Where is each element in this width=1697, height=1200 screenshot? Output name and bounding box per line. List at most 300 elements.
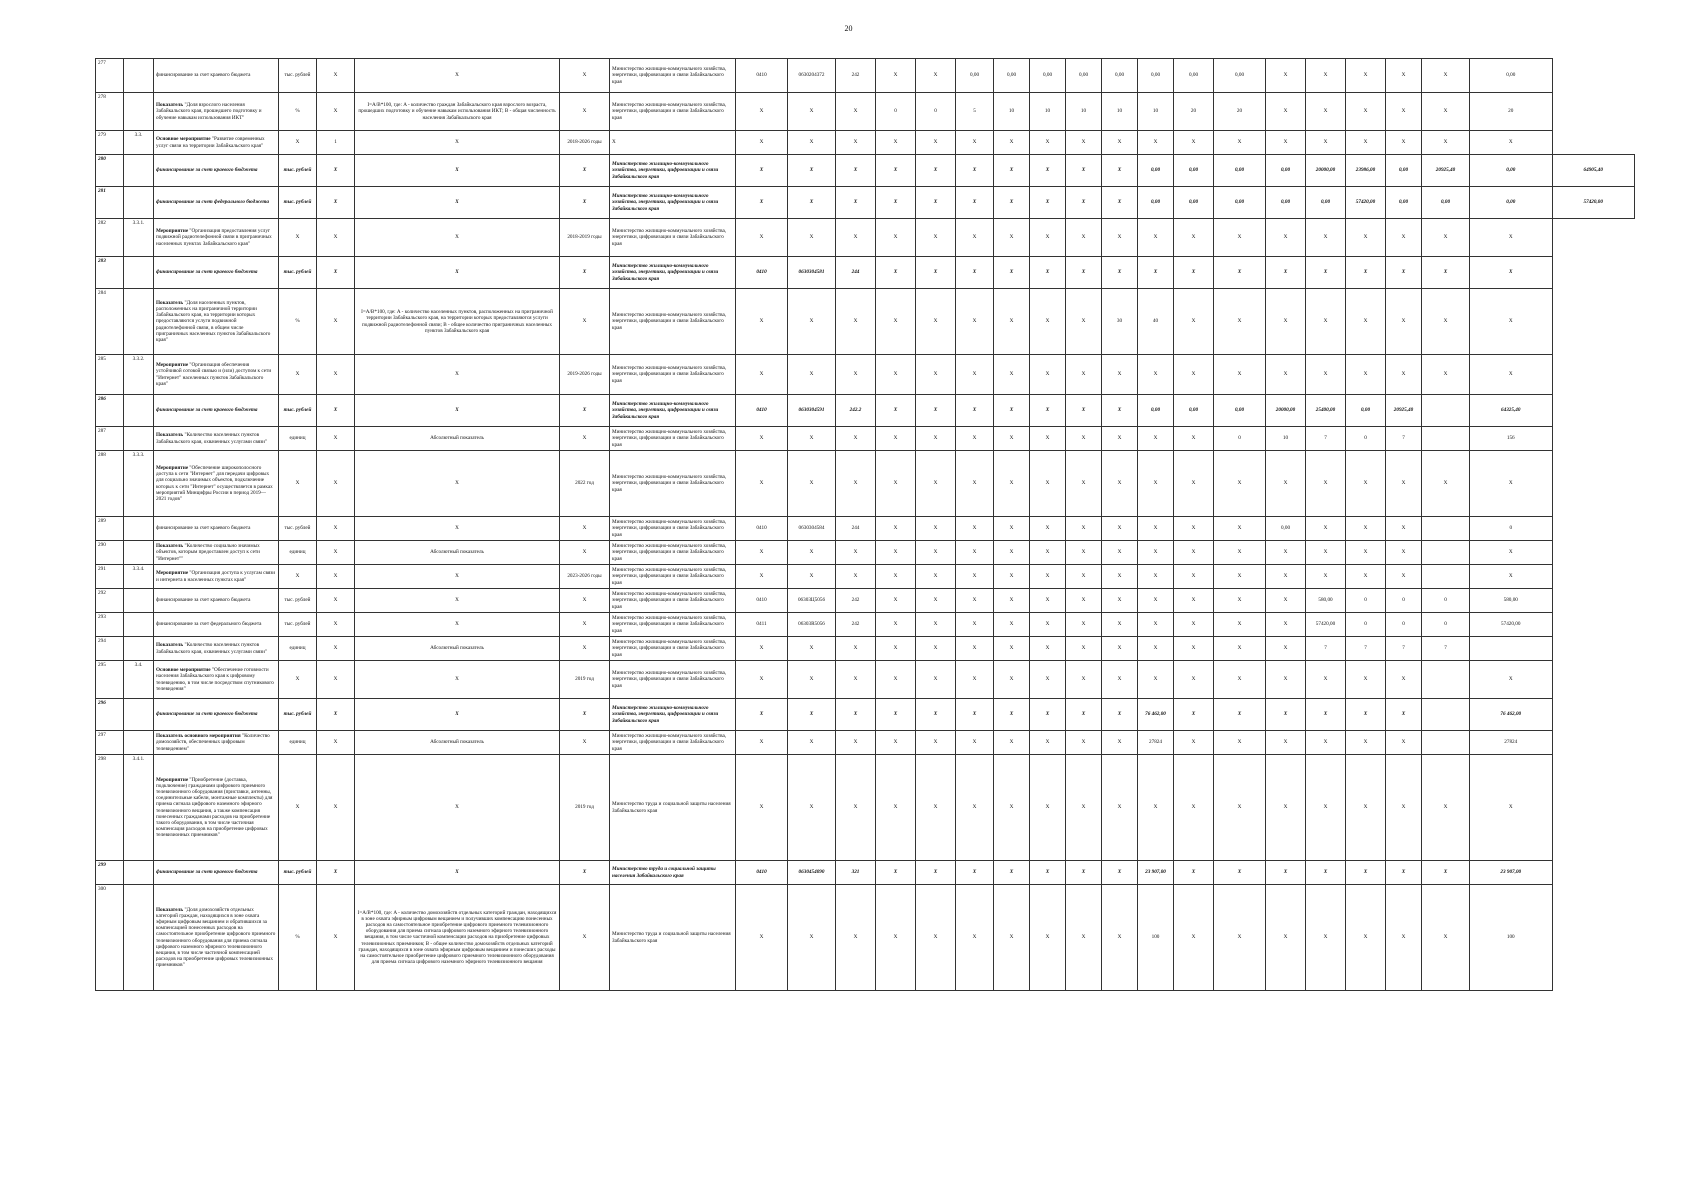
value-cell: X	[1470, 131, 1553, 155]
value-cell: X	[788, 565, 836, 589]
value-cell: 06303Ц5056	[788, 589, 836, 613]
value-cell: X	[1066, 755, 1102, 861]
value-cell: X	[1174, 885, 1214, 991]
item-name-text: "Обеспечение широкополосного доступа к сети "Интернет" для передачи цифровых для социально значимых объектов, подключение которых к сети "Интернет" осуществляется в рамках мероприятий Минцифры России в период 2019—2021 годов"	[156, 465, 273, 502]
value-cell: X	[1102, 427, 1138, 451]
weight-cell: X	[317, 731, 355, 755]
section-number-cell	[124, 589, 154, 613]
value-cell: X	[836, 187, 876, 219]
responsible-org-cell: Министерство жилищно-коммунального хозяйства, энергетики, цифровизации и связи Забайкальского края	[610, 395, 736, 427]
formula-cell: X	[355, 699, 560, 731]
value-cell: X	[788, 93, 836, 131]
value-cell: X	[1214, 731, 1266, 755]
value-cell: X	[916, 155, 956, 187]
section-number-cell	[124, 59, 154, 93]
value-cell: X	[916, 885, 956, 991]
value-cell: X	[736, 93, 788, 131]
table-row	[96, 451, 1635, 517]
value-cell: X	[1346, 131, 1386, 155]
value-cell: 20000,00	[1266, 395, 1306, 427]
value-cell: 0,00	[1386, 155, 1422, 187]
value-cell: 0,00	[1214, 395, 1266, 427]
table-row	[96, 637, 1635, 661]
value-cell: 0,00	[1174, 155, 1214, 187]
period-cell: 2023-2026 годы	[560, 565, 610, 589]
row-number-cell: 297	[96, 731, 124, 755]
value-cell: X	[1346, 59, 1386, 93]
value-cell: X	[1214, 885, 1266, 991]
value-cell: X	[1138, 451, 1174, 517]
value-cell: 7	[1306, 427, 1346, 451]
value-cell: X	[1266, 637, 1306, 661]
value-cell: X	[1470, 451, 1553, 517]
value-cell: X	[1174, 861, 1214, 885]
item-name-text: финансирование за счет краевого бюджета	[156, 269, 258, 276]
unit-cell: X	[279, 355, 317, 395]
value-cell: X	[876, 395, 916, 427]
value-cell: 20925,40	[1386, 395, 1422, 427]
value-cell: 0,00	[1030, 59, 1066, 93]
value-cell: X	[1306, 517, 1346, 541]
value-cell: X	[736, 541, 788, 565]
formula-cell: Абсолютный показатель	[355, 541, 560, 565]
value-cell: X	[994, 541, 1030, 565]
value-cell: X	[1306, 731, 1346, 755]
value-cell: 20	[1214, 93, 1266, 131]
value-cell: 0	[1386, 589, 1422, 613]
table-row	[96, 541, 1635, 565]
value-cell: X	[736, 731, 788, 755]
value-cell: X	[1346, 93, 1386, 131]
item-name-text: финансирование за счет федерального бюджета	[156, 199, 269, 206]
value-cell: X	[1266, 93, 1306, 131]
value-cell: X	[956, 731, 994, 755]
unit-cell: тыс. рублей	[279, 257, 317, 289]
value-cell: 20	[1470, 93, 1553, 131]
weight-cell: X	[317, 755, 355, 861]
value-cell: 0	[1470, 517, 1553, 541]
responsible-org-cell: Министерство жилищно-коммунального хозяйства, энергетики, цифровизации и связи Забайкальского края	[610, 93, 736, 131]
value-cell: X	[1266, 219, 1306, 257]
item-name-text: "Количество социально значимых объектов, которым предоставлен доступ к сети "Интернет""	[156, 543, 260, 562]
value-cell: X	[1102, 451, 1138, 517]
value-cell: 0,00	[1470, 155, 1553, 187]
table-row	[96, 289, 1635, 355]
value-cell: X	[916, 219, 956, 257]
section-number-cell	[124, 517, 154, 541]
period-cell: 2019-2026 годы	[560, 355, 610, 395]
value-cell: X	[1470, 219, 1553, 257]
value-cell: X	[1030, 861, 1066, 885]
unit-cell: тыс. рублей	[279, 155, 317, 187]
value-cell: X	[1030, 219, 1066, 257]
item-name-text: "Обеспечение готовности населения Забайкальского края к цифровому телевидению, в том числе посредством спутникового телевидения"	[156, 667, 274, 692]
value-cell: X	[916, 427, 956, 451]
value-cell: 0,00	[994, 59, 1030, 93]
value-cell: X	[1174, 755, 1214, 861]
value-cell: X	[1138, 661, 1174, 699]
unit-cell: тыс. рублей	[279, 517, 317, 541]
responsible-org-cell: Министерство труда и социальной защиты населения Забайкальского края	[610, 755, 736, 861]
weight-cell: X	[317, 661, 355, 699]
value-cell: X	[1386, 451, 1422, 517]
value-cell: X	[916, 187, 956, 219]
item-name-cell	[154, 589, 279, 613]
item-type-label: Мероприятие	[156, 777, 189, 784]
value-cell	[1422, 565, 1470, 589]
value-cell: X	[1214, 699, 1266, 731]
value-cell: X	[1066, 451, 1102, 517]
value-cell: 57420,00	[1346, 187, 1386, 219]
value-cell: 40	[1138, 289, 1174, 355]
value-cell: 0,00	[1138, 187, 1174, 219]
value-cell: 7	[1386, 427, 1422, 451]
value-cell: X	[1066, 637, 1102, 661]
value-cell: X	[876, 289, 916, 355]
formula-cell: I=A/B*100, где: A - количество домохозяйств отдельных категорий граждан, находящихся в зоне охвата эфирным цифровым вещанием и получивших компенсацию понесенных расходов на самостоятельное приобретение цифрового приемного телевизионного оборудования для приема сигнала цифрового наземного эфирного телевизионного вещания, в том числе частичной компенсации расходов на приобретение цифровых телевизионных приемников; B - общее количество домохозяйств отдельных категорий граждан, находящихся в зоне охвата эфирным цифровым вещанием и понесших расходы на самостоятельное приобретение цифрового приемного телевизионного оборудования для приема сигнала цифрового наземного эфирного телевизионного вещания	[355, 885, 560, 991]
value-cell: X	[736, 885, 788, 991]
value-cell: 0	[916, 93, 956, 131]
value-cell: 0410	[736, 395, 788, 427]
value-cell: X	[736, 355, 788, 395]
value-cell: X	[1470, 257, 1553, 289]
row-number-cell: 291	[96, 565, 124, 589]
formula-cell: X	[355, 589, 560, 613]
value-cell: X	[836, 155, 876, 187]
weight-cell: X	[317, 427, 355, 451]
value-cell: X	[876, 59, 916, 93]
period-cell: X	[560, 613, 610, 637]
row-number-cell: 296	[96, 699, 124, 731]
item-name-text: финансирование за счет краевого бюджета	[156, 711, 258, 718]
value-cell: X	[1214, 861, 1266, 885]
value-cell: X	[1386, 219, 1422, 257]
unit-cell: тыс. рублей	[279, 589, 317, 613]
value-cell: X	[836, 637, 876, 661]
value-cell: X	[736, 699, 788, 731]
value-cell: X	[1174, 517, 1214, 541]
value-cell: X	[876, 755, 916, 861]
table-row	[96, 755, 1635, 861]
value-cell: X	[1386, 861, 1422, 885]
table-row	[96, 395, 1635, 427]
weight-cell: X	[317, 395, 355, 427]
value-cell: 0,00	[1346, 395, 1386, 427]
table-row	[96, 219, 1635, 257]
value-cell: 0630304581	[788, 257, 836, 289]
value-cell: 0,00	[1266, 155, 1306, 187]
item-name-text: "Организация предоставления услуг подвижной радиотелефонной связи в приграничных населенных пунктах Забайкальского края"	[156, 228, 272, 247]
value-cell: X	[1174, 131, 1214, 155]
value-cell: X	[956, 661, 994, 699]
value-cell: X	[736, 661, 788, 699]
value-cell: 0410	[736, 589, 788, 613]
value-cell: X	[1066, 699, 1102, 731]
item-name-cell	[154, 155, 279, 187]
item-name-cell	[154, 517, 279, 541]
value-cell: X	[1306, 219, 1346, 257]
value-cell: 27824	[1470, 731, 1553, 755]
value-cell: 64905,40	[1552, 155, 1635, 187]
item-type-label: Мероприятие	[156, 362, 189, 369]
formula-cell: X	[355, 219, 560, 257]
formula-cell: Абсолютный показатель	[355, 427, 560, 451]
section-number-cell: 3.3.	[124, 131, 154, 155]
section-number-cell	[124, 155, 154, 187]
program-table	[95, 58, 1635, 991]
value-cell: 0630304591	[788, 395, 836, 427]
value-cell: X	[956, 541, 994, 565]
value-cell: 580,00	[1306, 589, 1346, 613]
value-cell: X	[1386, 355, 1422, 395]
value-cell: 0410	[736, 517, 788, 541]
item-name-cell	[154, 637, 279, 661]
section-number-cell	[124, 731, 154, 755]
value-cell: 5	[956, 93, 994, 131]
value-cell: X	[1306, 289, 1346, 355]
value-cell: X	[994, 637, 1030, 661]
value-cell: X	[1174, 731, 1214, 755]
formula-cell: X	[355, 451, 560, 517]
row-number-cell: 282	[96, 219, 124, 257]
value-cell: X	[956, 565, 994, 589]
value-cell: X	[876, 861, 916, 885]
value-cell: X	[1306, 565, 1346, 589]
value-cell: 0,00	[1174, 187, 1214, 219]
value-cell: X	[1030, 355, 1066, 395]
value-cell: X	[1138, 755, 1174, 861]
value-cell: X	[1214, 755, 1266, 861]
value-cell: 76 462,00	[1470, 699, 1553, 731]
item-name-cell	[154, 613, 279, 637]
weight-cell: X	[317, 355, 355, 395]
formula-cell: I=A/B*100, где: A - количество граждан Забайкальского края взрослого возраста, прошедших подготовку и обучение навыкам использования ИКТ; B - общая численность населения Забайкальского края	[355, 93, 560, 131]
period-cell: X	[560, 257, 610, 289]
table-row	[96, 355, 1635, 395]
value-cell: X	[1470, 755, 1553, 861]
value-cell: 242	[836, 613, 876, 637]
period-cell: X	[560, 731, 610, 755]
period-cell: 2018-2019 годы	[560, 219, 610, 257]
value-cell: X	[994, 885, 1030, 991]
row-number-cell: 290	[96, 541, 124, 565]
item-type-label: Показатель	[156, 642, 184, 649]
value-cell: X	[876, 565, 916, 589]
value-cell: X	[736, 565, 788, 589]
value-cell: X	[956, 427, 994, 451]
row-number-cell: 279	[96, 131, 124, 155]
unit-cell: X	[279, 451, 317, 517]
item-name-text: финансирование за счет краевого бюджета	[156, 407, 258, 414]
item-type-label: Мероприятие	[156, 570, 189, 577]
value-cell: X	[994, 661, 1030, 699]
value-cell: 0	[1346, 613, 1386, 637]
value-cell: 10	[1102, 93, 1138, 131]
responsible-org-cell: Министерство жилищно-коммунального хозяйства, энергетики, цифровизации и связи Забайкальского края	[610, 661, 736, 699]
value-cell: 20925,40	[1422, 155, 1470, 187]
value-cell: X	[836, 541, 876, 565]
section-number-cell	[124, 541, 154, 565]
value-cell: X	[1386, 755, 1422, 861]
value-cell: X	[1470, 355, 1553, 395]
value-cell: 57420,00	[1470, 613, 1553, 637]
section-number-cell	[124, 699, 154, 731]
value-cell: X	[1214, 131, 1266, 155]
value-cell: 0,00	[1174, 59, 1214, 93]
value-cell: X	[1066, 289, 1102, 355]
value-cell: X	[1386, 257, 1422, 289]
item-type-label: Показатель основного мероприятия	[156, 733, 241, 740]
value-cell: X	[1030, 289, 1066, 355]
value-cell: X	[1066, 613, 1102, 637]
value-cell: X	[1066, 517, 1102, 541]
weight-cell: X	[317, 187, 355, 219]
value-cell: 7	[1346, 637, 1386, 661]
value-cell: X	[1422, 93, 1470, 131]
value-cell: X	[1346, 219, 1386, 257]
value-cell: 7	[1306, 637, 1346, 661]
value-cell: X	[1422, 219, 1470, 257]
item-name-cell	[154, 565, 279, 589]
weight-cell: X	[317, 517, 355, 541]
row-number-cell: 287	[96, 427, 124, 451]
value-cell: X	[1030, 451, 1066, 517]
item-name-cell	[154, 395, 279, 427]
unit-cell: %	[279, 289, 317, 355]
value-cell: X	[1214, 451, 1266, 517]
page-number: 20	[844, 24, 853, 33]
value-cell: 0,00	[1470, 187, 1553, 219]
value-cell: X	[1030, 155, 1066, 187]
item-name-cell	[154, 219, 279, 257]
row-number-cell: 281	[96, 187, 124, 219]
value-cell: X	[876, 589, 916, 613]
value-cell: X	[1346, 517, 1386, 541]
value-cell: X	[1102, 219, 1138, 257]
table-row	[96, 131, 1635, 155]
value-cell: X	[916, 355, 956, 395]
value-cell: X	[1214, 637, 1266, 661]
value-cell: X	[876, 187, 916, 219]
value-cell: X	[1030, 395, 1066, 427]
value-cell: 0	[1346, 427, 1386, 451]
value-cell: X	[1386, 93, 1422, 131]
responsible-org-cell: Министерство жилищно-коммунального хозяйства, энергетики, цифровизации и связи Забайкальского края	[610, 257, 736, 289]
value-cell: X	[1266, 355, 1306, 395]
unit-cell: тыс. рублей	[279, 699, 317, 731]
value-cell: X	[994, 187, 1030, 219]
value-cell: X	[994, 565, 1030, 589]
value-cell: 27824	[1138, 731, 1174, 755]
formula-cell: X	[355, 395, 560, 427]
value-cell: X	[1138, 589, 1174, 613]
value-cell: X	[1266, 257, 1306, 289]
value-cell: X	[876, 699, 916, 731]
weight-cell: X	[317, 93, 355, 131]
unit-cell: тыс. рублей	[279, 613, 317, 637]
value-cell: X	[956, 755, 994, 861]
value-cell: X	[1266, 613, 1306, 637]
unit-cell: тыс. рублей	[279, 187, 317, 219]
unit-cell: единиц	[279, 427, 317, 451]
responsible-org-cell: Министерство жилищно-коммунального хозяйства, энергетики, цифровизации и связи Забайкальского края	[610, 187, 736, 219]
value-cell: 580,00	[1470, 589, 1553, 613]
value-cell: X	[1030, 885, 1066, 991]
period-cell: 2019 год	[560, 755, 610, 861]
value-cell: X	[956, 257, 994, 289]
value-cell: X	[1066, 187, 1102, 219]
value-cell: 0,00	[956, 59, 994, 93]
value-cell: X	[1030, 541, 1066, 565]
value-cell: X	[1030, 131, 1066, 155]
period-cell: X	[560, 637, 610, 661]
item-type-label: Основное мероприятие	[156, 667, 211, 674]
row-number-cell: 299	[96, 861, 124, 885]
value-cell: 0,00	[1306, 187, 1346, 219]
value-cell: X	[956, 861, 994, 885]
value-cell: X	[1102, 517, 1138, 541]
row-number-cell: 293	[96, 613, 124, 637]
value-cell: X	[1174, 565, 1214, 589]
value-cell: X	[1306, 755, 1346, 861]
responsible-org-cell: Министерство жилищно-коммунального хозяйства, энергетики, цифровизации и связи Забайкальского края	[610, 589, 736, 613]
value-cell: X	[788, 661, 836, 699]
value-cell: X	[1386, 699, 1422, 731]
section-number-cell: 3.3.3.	[124, 451, 154, 517]
section-number-cell: 3.3.4.	[124, 565, 154, 589]
value-cell: 10	[1138, 93, 1174, 131]
responsible-org-cell: Министерство жилищно-коммунального хозяйства, энергетики, цифровизации и связи Забайкальского края	[610, 565, 736, 589]
value-cell: 0,00	[1470, 59, 1553, 93]
value-cell: X	[916, 637, 956, 661]
value-cell: X	[1306, 59, 1346, 93]
section-number-cell: 3.4.1.	[124, 755, 154, 861]
value-cell: X	[1102, 613, 1138, 637]
value-cell: X	[1138, 427, 1174, 451]
value-cell: X	[1102, 755, 1138, 861]
value-cell: X	[994, 517, 1030, 541]
section-number-cell	[124, 257, 154, 289]
value-cell: 242	[836, 589, 876, 613]
value-cell: X	[1422, 289, 1470, 355]
unit-cell: X	[279, 565, 317, 589]
value-cell: X	[956, 589, 994, 613]
value-cell: X	[1386, 565, 1422, 589]
period-cell: X	[560, 427, 610, 451]
value-cell: X	[1030, 187, 1066, 219]
row-number-cell: 277	[96, 59, 124, 93]
value-cell: X	[956, 131, 994, 155]
weight-cell: 1	[317, 131, 355, 155]
row-number-cell: 295	[96, 661, 124, 699]
value-cell: 0,00	[1066, 59, 1102, 93]
unit-cell: %	[279, 885, 317, 991]
value-cell: X	[1266, 289, 1306, 355]
value-cell: X	[1386, 517, 1422, 541]
table-row	[96, 427, 1635, 451]
value-cell: X	[1066, 355, 1102, 395]
value-cell: X	[1138, 131, 1174, 155]
value-cell: X	[1102, 131, 1138, 155]
value-cell: X	[956, 219, 994, 257]
value-cell	[1422, 699, 1470, 731]
value-cell: X	[1306, 257, 1346, 289]
item-name-cell	[154, 427, 279, 451]
value-cell: X	[1346, 885, 1386, 991]
item-type-label: Показатель	[156, 432, 184, 439]
value-cell: 0410	[736, 59, 788, 93]
value-cell: X	[956, 613, 994, 637]
